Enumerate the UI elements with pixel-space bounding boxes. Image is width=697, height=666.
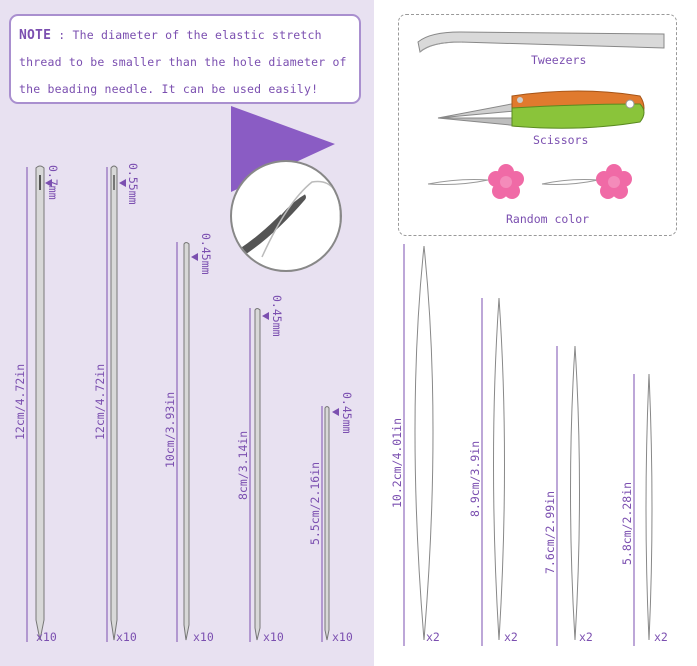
- big-eye-needle-1-length: 10.2cm/4.01in: [390, 417, 404, 508]
- big-eye-needle-1: [404, 244, 433, 646]
- note-text: : The diameter of the elastic stretch thread to be smaller than the hole diameter of the beading needle. It can be used easily!: [19, 28, 347, 96]
- needle-3-qty: x10: [193, 630, 214, 644]
- needle-3-length: 10cm/3.93in: [163, 391, 177, 468]
- needle-4: [250, 308, 269, 642]
- big-eye-needle-3: [557, 346, 580, 646]
- big-eye-needle-4-length: 5.8cm/2.28in: [620, 481, 634, 565]
- big-eye-needle-4: [634, 374, 652, 646]
- big-eye-needle-3-length: 7.6cm/2.99in: [543, 490, 557, 574]
- needle-2: [107, 166, 126, 642]
- big-eye-needle-2: [482, 298, 505, 646]
- needle-1: [27, 166, 52, 642]
- big-eye-needle-1-qty: x2: [426, 630, 440, 644]
- needle-5-qty: x10: [332, 630, 353, 644]
- big-eye-needle-3-qty: x2: [579, 630, 593, 644]
- scissors-label: Scissors: [533, 133, 589, 147]
- needle-3-diameter: 0.45mm: [199, 233, 213, 275]
- needle-5-diameter: 0.45mm: [340, 392, 354, 434]
- needle-2-length: 12cm/4.72in: [93, 363, 107, 440]
- needle-5-length: 5.5cm/2.16in: [308, 461, 322, 545]
- needle-2-qty: x10: [116, 630, 137, 644]
- note-prefix: NOTE: [19, 28, 52, 43]
- big-eye-needle-2-qty: x2: [504, 630, 518, 644]
- needle-4-length: 8cm/3.14in: [236, 430, 250, 500]
- needle-3: [177, 242, 198, 642]
- needle-4-diameter: 0.45mm: [270, 295, 284, 337]
- needle-1-length: 12cm/4.72in: [13, 363, 27, 440]
- big-eye-needle-2-length: 8.9cm/3.9in: [468, 440, 482, 517]
- needle-2-diameter: 0.55mm: [126, 163, 140, 205]
- needle-1-diameter: 0.7mm: [46, 165, 60, 200]
- needle-4-qty: x10: [263, 630, 284, 644]
- threaders-label: Random color: [506, 212, 590, 226]
- needle-1-qty: x10: [36, 630, 57, 644]
- needle-5: [322, 406, 339, 642]
- tweezers-label: Tweezers: [531, 53, 587, 67]
- big-eye-needle-4-qty: x2: [654, 630, 668, 644]
